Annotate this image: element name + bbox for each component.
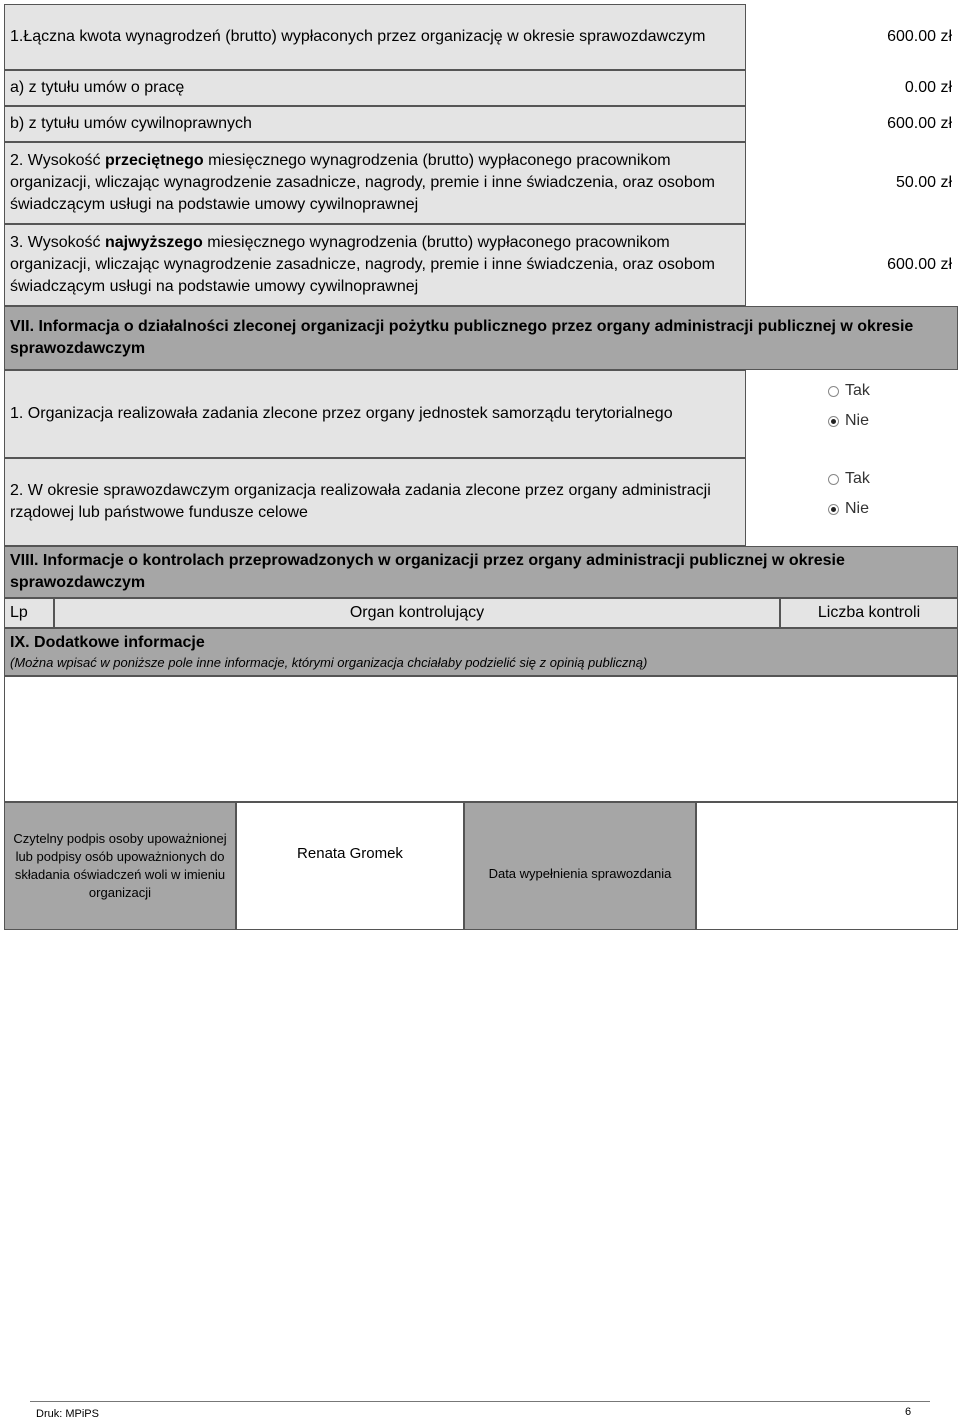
highest-salary-bold: najwyższego xyxy=(105,234,203,251)
section-vii-title: VII. Informacja o działalności zleconej organizacji pożytku publicznego przez organy administracji publicznej w okresie sprawozdawczym xyxy=(10,318,914,357)
local-gov-radio-group xyxy=(828,376,870,436)
local-gov-option-no[interactable] xyxy=(828,406,870,436)
employment-contracts-label: a) z tytułu umów o pracę xyxy=(10,79,185,96)
footer-page-number: 6 xyxy=(905,1406,912,1418)
col-organ-header: Organ kontrolujący xyxy=(349,604,485,621)
section-viii-title: VIII. Informacje o kontrolach przeprowadzonych w organizacji przez organy administracji publicznej w okresie sprawozdawczym xyxy=(10,552,845,591)
highest-salary-prefix: 3. Wysokość xyxy=(10,234,105,251)
footer-line xyxy=(30,1401,930,1402)
civil-contracts-label: b) z tytułu umów cywilnoprawnych xyxy=(10,115,252,132)
radio-checked-icon[interactable] xyxy=(828,504,839,515)
employment-contracts-value: 0.00 zł xyxy=(904,79,952,96)
col-count-header: Liczba kontroli xyxy=(817,604,921,621)
local-gov-option-yes[interactable] xyxy=(828,376,870,406)
average-salary-rest: miesięcznego wynagrodzenia (brutto) wypłaconego pracownikom organizacji, wliczając wynagrodzenie zasadnicze, nagrody, premie i inne świadczenia, oraz osobom świadczącym usługi na podstawie umowy cywilnoprawnej xyxy=(10,152,715,213)
highest-salary-label xyxy=(4,224,746,306)
option-yes-label: Tak xyxy=(845,382,870,399)
option-yes-label: Tak xyxy=(845,470,870,487)
footer-print-label: Druk: MPiPS xyxy=(36,1408,99,1420)
highest-salary-rest: miesięcznego wynagrodzenia (brutto) wypłaconego pracownikom organizacji, wliczając wynagrodzenie zasadnicze, nagrody, premie i inne świadczenia, oraz osobom świadczącym usługi na podstawie umowy cywilnoprawnej xyxy=(10,234,715,295)
highest-salary-value: 600.00 zł xyxy=(887,256,952,273)
total-salary-label: 1.Łączna kwota wynagrodzeń (brutto) wypłaconych przez organizację w okresie sprawozdawczym xyxy=(10,28,706,45)
col-lp-header: Lp xyxy=(10,604,28,621)
state-gov-option-yes[interactable] xyxy=(828,464,870,494)
section-ix-subtitle: (Można wpisać w poniższe pole inne informacje, którymi organizacja chciałaby podzielić się z opinią publiczną) xyxy=(10,655,648,670)
radio-checked-icon[interactable] xyxy=(828,416,839,427)
option-no-label: Nie xyxy=(845,500,870,517)
signature-label: Czytelny podpis osoby upoważnionej lub podpisy osób upoważnionych do składania oświadczeń woli w imieniu organizacji xyxy=(13,831,227,900)
state-gov-question: 2. W okresie sprawozdawczym organizacja realizowała zadania zlecone przez organy administracji rządowej lub państwowe fundusze celowe xyxy=(10,482,711,521)
average-salary-bold: przeciętnego xyxy=(105,152,204,169)
date-value-field[interactable] xyxy=(696,802,958,930)
section-ix-heading xyxy=(10,632,950,672)
section-ix-title: IX. Dodatkowe informacje xyxy=(10,634,205,651)
date-label: Data wypełnienia sprawozdania xyxy=(488,866,672,881)
additional-info-field[interactable] xyxy=(4,676,958,802)
average-salary-prefix: 2. Wysokość xyxy=(10,152,105,169)
civil-contracts-value: 600.00 zł xyxy=(887,115,952,132)
radio-unchecked-icon[interactable] xyxy=(828,386,839,397)
total-salary-value: 600.00 zł xyxy=(887,28,952,45)
state-gov-radio-group xyxy=(828,464,870,524)
radio-unchecked-icon[interactable] xyxy=(828,474,839,485)
state-gov-option-no[interactable] xyxy=(828,494,870,524)
average-salary-label xyxy=(4,142,746,224)
local-gov-question: 1. Organizacja realizowała zadania zlecone przez organy jednostek samorządu terytorialnego xyxy=(10,405,673,422)
option-no-label: Nie xyxy=(845,412,870,429)
average-salary-value: 50.00 zł xyxy=(895,174,952,191)
signature-name[interactable]: Renata Gromek xyxy=(297,845,403,862)
